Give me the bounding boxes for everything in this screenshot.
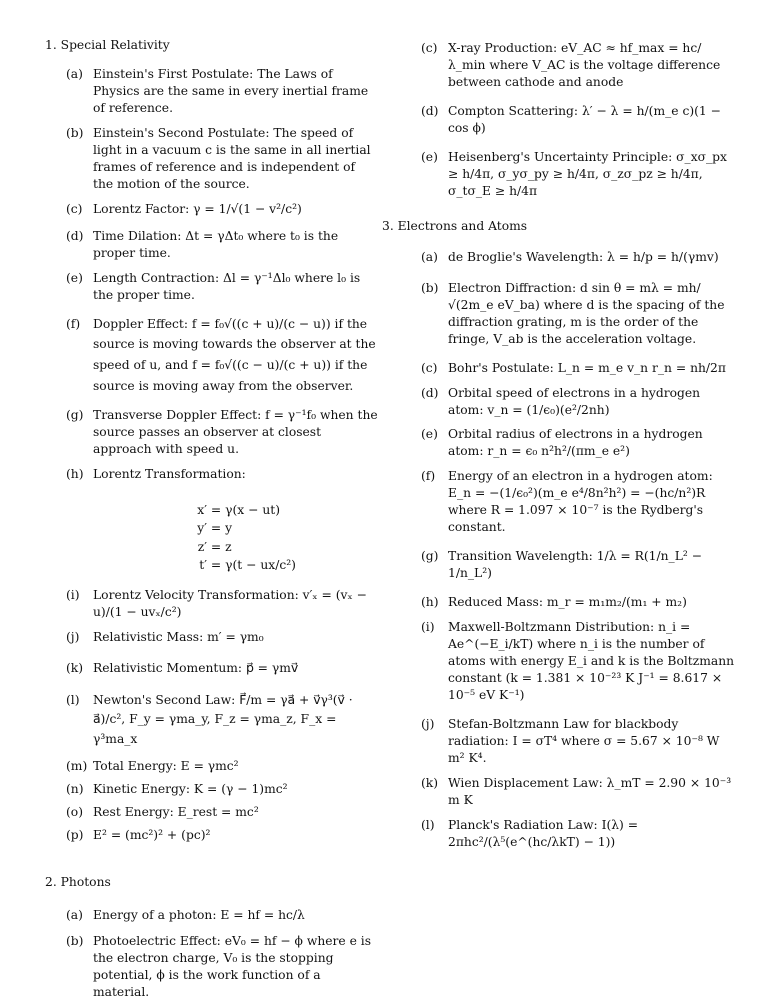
- list-item: (k) Wien Displacement Law: λ_mT = 2.90 × 10⁻³ m K: [421, 775, 732, 807]
- item-list: [400, 249, 736, 851]
- list-item: (j) Stefan-Boltzmann Law for blackbody radiation: I = σT⁴ where σ = 5.67 × 10⁻⁸ W m² K⁴.: [421, 717, 720, 765]
- equation-row: y′ = y: [197, 521, 233, 536]
- list-item: (f) Doppler Effect: f = f₀√((c + u)/(c − u)) if the source is moving towards the observer at the speed of u, and f = f₀√((c − u)/(c + u)) if the source is moving away from the observer.: [66, 316, 376, 394]
- list-item: (a) de Broglie's Wavelength: λ = h/p = h/(γmv): [421, 249, 719, 264]
- list-item: (p) E² = (mc²)² + (pc)²: [66, 827, 211, 842]
- list-item: (m) Total Energy: E = γmc²: [66, 758, 239, 773]
- list-item: (e) Orbital radius of electrons in a hydrogen atom: r_n = ϵ₀ n²h²/(πm_e e²): [421, 427, 703, 459]
- section-photons-continued: [400, 40, 736, 200]
- list-item: (d) Orbital speed of electrons in a hydrogen atom: v_n = (1/ϵ₀)(e²/2nh): [421, 385, 701, 417]
- list-item: (k) Relativistic Momentum: p⃗ = γmv⃗: [66, 660, 299, 675]
- list-item: (b) Einstein's Second Postulate: The speed of light in a vacuum c is the same in all inertial frames of reference and is independent of the motion of the source.: [66, 125, 371, 191]
- item-list: [400, 40, 736, 200]
- section-photons: [45, 874, 379, 1001]
- list-item: (d) Compton Scattering: λ′ − λ = h/(m_e c)(1 − cos ϕ): [421, 103, 721, 135]
- list-item: (d) Time Dilation: Δt = γΔt₀ where t₀ is the proper time.: [66, 228, 339, 260]
- list-item: (g) Transition Wavelength: 1/λ = R(1/n_L² − 1/n_L²): [421, 549, 703, 581]
- lorentz-equations: [181, 501, 379, 575]
- list-item: (o) Rest Energy: E_rest = mc²: [66, 804, 259, 819]
- left-column: [45, 0, 379, 1001]
- equation-row: z′ = z: [197, 539, 232, 554]
- list-item: (e) Length Contraction: Δl = γ⁻¹Δl₀ where l₀ is the proper time.: [66, 270, 361, 302]
- list-item: (a) Energy of a photon: E = hf = hc/λ: [66, 907, 305, 922]
- list-item: (h) Lorentz Transformation: x′ = γ(x − ut) y′ = y z′ = z t′ = γ(t − ux/c²): [45, 466, 379, 575]
- list-item: (n) Kinetic Energy: K = (γ − 1)mc²: [66, 781, 288, 796]
- list-item: (b) Electron Diffraction: d sin θ = mλ = mh/√(2m_e eV_ba) where d is the spacing of the diffraction grating, m is the order of the fringe, V_ab is the acceleration voltage.: [421, 280, 725, 346]
- item-list: [45, 907, 379, 1001]
- list-item: (b) Photoelectric Effect: eV₀ = hf − ϕ where e is the electron charge, V₀ is the stopping potential, ϕ is the work function of a material.: [66, 934, 372, 1000]
- list-item: (h) Reduced Mass: m_r = m₁m₂/(m₁ + m₂): [421, 595, 687, 610]
- equation-row: t′ = γ(t − ux/c²): [199, 558, 296, 573]
- section-title: 3. Electrons and Atoms: [382, 218, 528, 233]
- section-electrons-atoms: [382, 218, 736, 851]
- equation-row: x′ = γ(x − ut): [197, 503, 280, 518]
- list-item: (c) X-ray Production: eV_AC ≈ hf_max = hc/λ_min where V_AC is the voltage difference between cathode and anode: [421, 41, 721, 89]
- list-item: (f) Energy of an electron in a hydrogen atom: E_n = −(1/ϵ₀²)(m_e e⁴/8n²h²) = −(hc/n²)R where R = 1.097 × 10⁻⁷ is the Rydberg's constant.: [421, 469, 713, 535]
- section-special-relativity: [45, 37, 379, 844]
- list-item: (i) Maxwell-Boltzmann Distribution: n_i = Ae^(−E_i/kT) where n_i is the number of atoms with energy E_i and k is the Boltzmann constant (k = 1.381 × 10⁻²³ K J⁻¹ = 8.617 × 10⁻⁵ eV K⁻¹): [421, 620, 735, 703]
- list-item: (g) Transverse Doppler Effect: f = γ⁻¹f₀ when the source passes an observer at closest approach with speed u.: [66, 408, 378, 457]
- list-item: (j) Relativistic Mass: m′ = γm₀: [66, 629, 264, 644]
- list-item: (c) Lorentz Factor: γ = 1/√(1 − v²/c²): [66, 201, 302, 216]
- right-column: [382, 0, 736, 851]
- list-item: (e) Heisenberg's Uncertainty Principle: σ_xσ_px ≥ h/4π, σ_yσ_py ≥ h/4π, σ_zσ_pz ≥ h/4π, σ_tσ_E ≥ h/4π: [421, 149, 727, 198]
- item-list: [45, 66, 379, 844]
- list-item: (l) Newton's Second Law: F⃗/m = γa⃗ + v⃗γ³(v⃗ · a⃗)/c², F_y = γma_y, F_z = γma_z, F_x = γ³ma_x: [66, 692, 353, 746]
- list-item: (l) Planck's Radiation Law: I(λ) = 2πhc²/(λ⁵(e^(hc/λkT) − 1)): [421, 817, 639, 849]
- section-title: 2. Photons: [45, 874, 111, 889]
- list-item: (a) Einstein's First Postulate: The Laws of Physics are the same in every inertial frame of reference.: [66, 66, 369, 115]
- list-item: (c) Bohr's Postulate: L_n = m_e v_n r_n = nh/2π: [421, 360, 726, 375]
- list-item: (i) Lorentz Velocity Transformation: v′ₓ = (vₓ − u)/(1 − uvₓ/c²): [66, 587, 367, 619]
- section-title: 1. Special Relativity: [45, 38, 170, 52]
